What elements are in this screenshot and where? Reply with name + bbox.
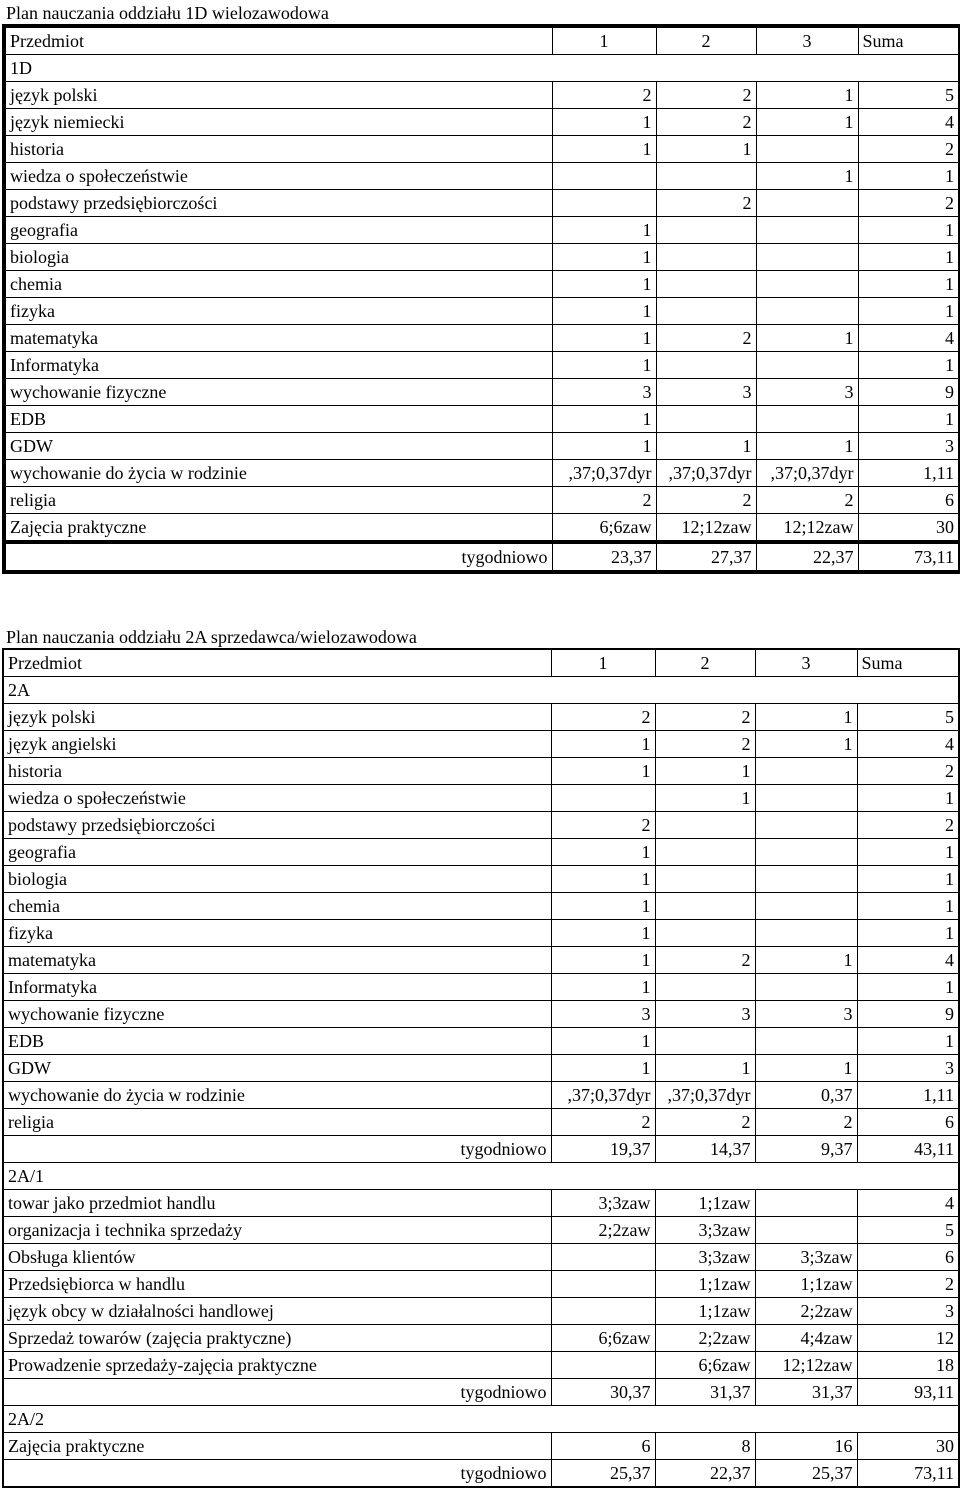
hours-sum: 5 bbox=[858, 82, 960, 109]
subject-name: Zajęcia praktyczne bbox=[3, 1433, 551, 1460]
header-subject: Przedmiot bbox=[3, 649, 551, 677]
hours-year-2 bbox=[655, 866, 755, 893]
table-row bbox=[3, 785, 959, 812]
plan-1d-table bbox=[2, 24, 960, 574]
subject-name: wiedza o społeczeństwie bbox=[4, 163, 552, 190]
plan-1d-caption: Plan nauczania oddziału 1D wielozawodowa bbox=[6, 3, 329, 23]
hours-sum: 1 bbox=[858, 271, 960, 298]
weekly-total-year-1: 19,37 bbox=[551, 1136, 655, 1163]
hours-year-2 bbox=[656, 244, 756, 271]
table-row bbox=[4, 352, 960, 379]
hours-sum: 1 bbox=[857, 893, 959, 920]
hours-year-1: 1 bbox=[551, 758, 655, 785]
weekly-total-label: tygodniowo bbox=[3, 1136, 551, 1163]
hours-sum: 5 bbox=[857, 1217, 959, 1244]
subject-name: matematyka bbox=[3, 947, 551, 974]
hours-year-2: 12;12zaw bbox=[656, 514, 756, 543]
table-row bbox=[3, 1190, 959, 1217]
table-row bbox=[3, 1217, 959, 1244]
plan-2a-caption: Plan nauczania oddziału 2A sprzedawca/wielozawodowa bbox=[6, 627, 417, 647]
hours-sum: 2 bbox=[857, 1271, 959, 1298]
hours-year-1: 2 bbox=[552, 82, 656, 109]
weekly-total-label: tygodniowo bbox=[3, 1379, 551, 1406]
hours-year-3: 3 bbox=[755, 1001, 857, 1028]
table-row bbox=[4, 433, 960, 460]
hours-year-2: ,37;0,37dyr bbox=[656, 460, 756, 487]
hours-year-1: ,37;0,37dyr bbox=[551, 1082, 655, 1109]
hours-sum: 3 bbox=[857, 1055, 959, 1082]
hours-year-1 bbox=[551, 1271, 655, 1298]
weekly-total-year-3: 31,37 bbox=[755, 1379, 857, 1406]
hours-year-3 bbox=[756, 271, 858, 298]
hours-year-3: 4;4zaw bbox=[755, 1325, 857, 1352]
table-row bbox=[3, 704, 959, 731]
hours-year-2: 2 bbox=[655, 1109, 755, 1136]
header-year-3: 3 bbox=[756, 26, 858, 55]
hours-year-1 bbox=[552, 163, 656, 190]
hours-year-3 bbox=[755, 866, 857, 893]
header-year-3: 3 bbox=[755, 649, 857, 677]
hours-year-2 bbox=[656, 298, 756, 325]
header-year-2: 2 bbox=[656, 26, 756, 55]
table-row bbox=[4, 460, 960, 487]
plan-2a-table bbox=[2, 648, 960, 1488]
hours-year-1: 1 bbox=[552, 244, 656, 271]
hours-sum: 4 bbox=[857, 947, 959, 974]
subject-name: EDB bbox=[4, 406, 552, 433]
hours-year-3: 12;12zaw bbox=[755, 1352, 857, 1379]
hours-year-2: 2 bbox=[656, 82, 756, 109]
hours-year-3 bbox=[755, 893, 857, 920]
hours-year-3 bbox=[755, 812, 857, 839]
weekly-total-year-1: 30,37 bbox=[551, 1379, 655, 1406]
hours-year-3 bbox=[756, 136, 858, 163]
hours-year-3: 1 bbox=[755, 947, 857, 974]
hours-sum: 2 bbox=[858, 190, 960, 217]
table-row bbox=[3, 1082, 959, 1109]
hours-year-2: 3 bbox=[656, 379, 756, 406]
subject-name: wiedza o społeczeństwie bbox=[3, 785, 551, 812]
hours-year-2: 2 bbox=[655, 704, 755, 731]
subject-name: fizyka bbox=[4, 298, 552, 325]
hours-year-3 bbox=[755, 785, 857, 812]
weekly-total-sum: 73,11 bbox=[858, 542, 960, 572]
hours-year-3 bbox=[755, 974, 857, 1001]
hours-year-2 bbox=[656, 271, 756, 298]
hours-sum: 1 bbox=[858, 163, 960, 190]
hours-sum: 1 bbox=[858, 406, 960, 433]
hours-year-1: 1 bbox=[552, 298, 656, 325]
table-row bbox=[3, 866, 959, 893]
hours-sum: 30 bbox=[857, 1433, 959, 1460]
subject-name: religia bbox=[4, 487, 552, 514]
hours-year-2: 1 bbox=[655, 758, 755, 785]
table-row bbox=[4, 298, 960, 325]
hours-year-1: 1 bbox=[551, 893, 655, 920]
hours-year-2 bbox=[655, 812, 755, 839]
hours-year-1: 1 bbox=[551, 1028, 655, 1055]
weekly-total-sum: 73,11 bbox=[857, 1460, 959, 1488]
subject-name: Informatyka bbox=[4, 352, 552, 379]
hours-sum: 2 bbox=[858, 136, 960, 163]
subject-name: wychowanie do życia w rodzinie bbox=[4, 460, 552, 487]
header-year-1: 1 bbox=[551, 649, 655, 677]
hours-year-3: 1 bbox=[756, 433, 858, 460]
hours-year-2 bbox=[655, 893, 755, 920]
hours-sum: 1 bbox=[857, 839, 959, 866]
weekly-total-sum: 43,11 bbox=[857, 1136, 959, 1163]
hours-year-3 bbox=[756, 298, 858, 325]
subject-name: Sprzedaż towarów (zajęcia praktyczne) bbox=[3, 1325, 551, 1352]
hours-year-1: 6;6zaw bbox=[552, 514, 656, 543]
weekly-total-year-2: 27,37 bbox=[656, 542, 756, 572]
subject-name: geografia bbox=[3, 839, 551, 866]
hours-year-1 bbox=[551, 1298, 655, 1325]
hours-year-2: 2 bbox=[656, 487, 756, 514]
subject-name: Przedsiębiorca w handlu bbox=[3, 1271, 551, 1298]
hours-sum: 1 bbox=[858, 244, 960, 271]
class-label-1d-label: 1D bbox=[4, 55, 960, 82]
hours-year-3: 1;1zaw bbox=[755, 1271, 857, 1298]
table-row bbox=[3, 1109, 959, 1136]
hours-year-1: 1 bbox=[551, 866, 655, 893]
table-row bbox=[4, 109, 960, 136]
hours-year-1: 1 bbox=[551, 920, 655, 947]
hours-year-1: 1 bbox=[552, 433, 656, 460]
table-row bbox=[3, 1055, 959, 1082]
hours-year-2 bbox=[655, 974, 755, 1001]
hours-year-1: 1 bbox=[551, 974, 655, 1001]
table-row bbox=[3, 1271, 959, 1298]
hours-year-3: 12;12zaw bbox=[756, 514, 858, 543]
weekly-total-year-2: 14,37 bbox=[655, 1136, 755, 1163]
table-row bbox=[3, 947, 959, 974]
weekly-total-year-3: 9,37 bbox=[755, 1136, 857, 1163]
table-row bbox=[4, 190, 960, 217]
table-row bbox=[4, 244, 960, 271]
hours-year-3: ,37;0,37dyr bbox=[756, 460, 858, 487]
hours-year-2: 6;6zaw bbox=[655, 1352, 755, 1379]
subject-name: GDW bbox=[3, 1055, 551, 1082]
hours-year-2: 1;1zaw bbox=[655, 1298, 755, 1325]
hours-year-3: 2 bbox=[756, 487, 858, 514]
table-row bbox=[4, 514, 960, 543]
subject-name: biologia bbox=[4, 244, 552, 271]
hours-year-3 bbox=[756, 217, 858, 244]
hours-year-3 bbox=[756, 190, 858, 217]
hours-sum: 3 bbox=[858, 433, 960, 460]
table-header-row bbox=[3, 649, 959, 677]
subject-name: podstawy przedsiębiorczości bbox=[4, 190, 552, 217]
table-row bbox=[4, 136, 960, 163]
hours-year-3: 1 bbox=[756, 82, 858, 109]
hours-year-3 bbox=[756, 406, 858, 433]
subject-name: wychowanie fizyczne bbox=[3, 1001, 551, 1028]
table-row bbox=[3, 1325, 959, 1352]
weekly-total-year-1: 23,37 bbox=[552, 542, 656, 572]
hours-year-2: 1 bbox=[656, 136, 756, 163]
hours-year-3 bbox=[755, 1028, 857, 1055]
header-year-1: 1 bbox=[552, 26, 656, 55]
subject-name: wychowanie fizyczne bbox=[4, 379, 552, 406]
subject-name: EDB bbox=[3, 1028, 551, 1055]
hours-year-3 bbox=[756, 352, 858, 379]
subject-name: Zajęcia praktyczne bbox=[4, 514, 552, 543]
hours-year-2 bbox=[655, 1028, 755, 1055]
table-row bbox=[4, 379, 960, 406]
hours-year-3: 3;3zaw bbox=[755, 1244, 857, 1271]
weekly-total-sum: 93,11 bbox=[857, 1379, 959, 1406]
subject-name: geografia bbox=[4, 217, 552, 244]
hours-sum: 6 bbox=[857, 1244, 959, 1271]
header-subject: Przedmiot bbox=[4, 26, 552, 55]
subject-name: język obcy w działalności handlowej bbox=[3, 1298, 551, 1325]
table-row bbox=[3, 893, 959, 920]
hours-year-3: 3 bbox=[756, 379, 858, 406]
hours-year-1: 2 bbox=[551, 812, 655, 839]
weekly-total-row bbox=[4, 542, 960, 572]
hours-sum: 1 bbox=[857, 920, 959, 947]
hours-year-2: 8 bbox=[655, 1433, 755, 1460]
hours-year-3: 1 bbox=[755, 1055, 857, 1082]
hours-year-1 bbox=[552, 190, 656, 217]
hours-sum: 2 bbox=[857, 758, 959, 785]
hours-sum: 18 bbox=[857, 1352, 959, 1379]
hours-year-1: 2 bbox=[552, 487, 656, 514]
weekly-total-row bbox=[3, 1136, 959, 1163]
table-row bbox=[3, 1028, 959, 1055]
subject-name: organizacja i technika sprzedaży bbox=[3, 1217, 551, 1244]
hours-year-2: 1;1zaw bbox=[655, 1190, 755, 1217]
hours-year-2 bbox=[656, 352, 756, 379]
hours-year-1: 2 bbox=[551, 1109, 655, 1136]
table-row bbox=[3, 974, 959, 1001]
table-header-row bbox=[4, 26, 960, 55]
table-row bbox=[3, 812, 959, 839]
hours-year-2: ,37;0,37dyr bbox=[655, 1082, 755, 1109]
table-row bbox=[3, 1433, 959, 1460]
table-row bbox=[3, 839, 959, 866]
hours-sum: 1 bbox=[858, 217, 960, 244]
hours-year-2 bbox=[656, 163, 756, 190]
hours-year-2: 2 bbox=[655, 947, 755, 974]
hours-year-1: 1 bbox=[552, 136, 656, 163]
hours-year-1 bbox=[551, 1244, 655, 1271]
subject-name: historia bbox=[4, 136, 552, 163]
subject-name: chemia bbox=[4, 271, 552, 298]
hours-year-1: 1 bbox=[551, 731, 655, 758]
subject-name: religia bbox=[3, 1109, 551, 1136]
hours-sum: 4 bbox=[857, 1190, 959, 1217]
hours-year-3 bbox=[755, 758, 857, 785]
hours-year-2: 2 bbox=[655, 731, 755, 758]
hours-year-1: 1 bbox=[551, 1055, 655, 1082]
hours-year-3: 1 bbox=[756, 109, 858, 136]
hours-sum: 12 bbox=[857, 1325, 959, 1352]
subject-name: wychowanie do życia w rodzinie bbox=[3, 1082, 551, 1109]
hours-year-2: 3 bbox=[655, 1001, 755, 1028]
hours-year-1: 1 bbox=[552, 217, 656, 244]
hours-year-1: 3 bbox=[551, 1001, 655, 1028]
table-row bbox=[4, 163, 960, 190]
hours-year-3 bbox=[756, 244, 858, 271]
table-row bbox=[3, 1352, 959, 1379]
hours-sum: 4 bbox=[858, 325, 960, 352]
group-label-2a2-label: 2A/2 bbox=[3, 1406, 959, 1433]
subject-name: GDW bbox=[4, 433, 552, 460]
class-label-2a bbox=[3, 677, 959, 704]
hours-year-1: 3;3zaw bbox=[551, 1190, 655, 1217]
hours-year-2 bbox=[655, 839, 755, 866]
hours-year-2 bbox=[655, 920, 755, 947]
hours-year-1: 1 bbox=[551, 839, 655, 866]
hours-year-1: 2;2zaw bbox=[551, 1217, 655, 1244]
hours-sum: 1 bbox=[857, 785, 959, 812]
subject-name: Prowadzenie sprzedaży-zajęcia praktyczne bbox=[3, 1352, 551, 1379]
subject-name: biologia bbox=[3, 866, 551, 893]
group-label-2a2 bbox=[3, 1406, 959, 1433]
class-label-2a-label: 2A bbox=[3, 677, 959, 704]
hours-year-3: 2;2zaw bbox=[755, 1298, 857, 1325]
weekly-total-row bbox=[3, 1460, 959, 1488]
hours-sum: 9 bbox=[858, 379, 960, 406]
hours-year-3 bbox=[755, 1217, 857, 1244]
hours-sum: 4 bbox=[857, 731, 959, 758]
hours-year-1: 1 bbox=[551, 947, 655, 974]
subject-name: język polski bbox=[4, 82, 552, 109]
hours-year-2: 3;3zaw bbox=[655, 1244, 755, 1271]
subject-name: Informatyka bbox=[3, 974, 551, 1001]
hours-year-2: 2 bbox=[656, 325, 756, 352]
subject-name: matematyka bbox=[4, 325, 552, 352]
hours-sum: 1 bbox=[858, 298, 960, 325]
table-row bbox=[4, 487, 960, 514]
subject-name: fizyka bbox=[3, 920, 551, 947]
subject-name: język angielski bbox=[3, 731, 551, 758]
group-label-2a1-label: 2A/1 bbox=[3, 1163, 959, 1190]
hours-year-1: ,37;0,37dyr bbox=[552, 460, 656, 487]
table-row bbox=[4, 82, 960, 109]
hours-year-2: 3;3zaw bbox=[655, 1217, 755, 1244]
hours-year-2 bbox=[656, 217, 756, 244]
weekly-total-year-2: 22,37 bbox=[655, 1460, 755, 1488]
weekly-total-label: tygodniowo bbox=[3, 1460, 551, 1488]
hours-sum: 9 bbox=[857, 1001, 959, 1028]
hours-sum: 6 bbox=[857, 1109, 959, 1136]
subject-name: historia bbox=[3, 758, 551, 785]
hours-year-2: 1;1zaw bbox=[655, 1271, 755, 1298]
hours-sum: 1 bbox=[857, 974, 959, 1001]
header-sum: Suma bbox=[858, 26, 960, 55]
weekly-total-label: tygodniowo bbox=[4, 542, 552, 572]
header-sum: Suma bbox=[857, 649, 959, 677]
hours-year-3: 0,37 bbox=[755, 1082, 857, 1109]
hours-year-2: 2;2zaw bbox=[655, 1325, 755, 1352]
hours-year-2 bbox=[656, 406, 756, 433]
subject-name: Obsługa klientów bbox=[3, 1244, 551, 1271]
weekly-total-year-2: 31,37 bbox=[655, 1379, 755, 1406]
subject-name: język niemiecki bbox=[4, 109, 552, 136]
hours-year-2: 2 bbox=[656, 190, 756, 217]
group-label-2a1 bbox=[3, 1163, 959, 1190]
hours-year-2: 1 bbox=[656, 433, 756, 460]
table-row bbox=[3, 920, 959, 947]
hours-year-3 bbox=[755, 1190, 857, 1217]
hours-year-1: 1 bbox=[552, 406, 656, 433]
hours-year-3: 1 bbox=[755, 704, 857, 731]
table-row bbox=[3, 731, 959, 758]
hours-sum: 6 bbox=[858, 487, 960, 514]
hours-year-2: 2 bbox=[656, 109, 756, 136]
subject-name: podstawy przedsiębiorczości bbox=[3, 812, 551, 839]
weekly-total-year-1: 25,37 bbox=[551, 1460, 655, 1488]
hours-sum: 1,11 bbox=[857, 1082, 959, 1109]
hours-year-1: 2 bbox=[551, 704, 655, 731]
subject-name: towar jako przedmiot handlu bbox=[3, 1190, 551, 1217]
hours-year-3: 1 bbox=[756, 163, 858, 190]
hours-sum: 1 bbox=[857, 1028, 959, 1055]
hours-sum: 1 bbox=[858, 352, 960, 379]
hours-sum: 4 bbox=[858, 109, 960, 136]
hours-year-3 bbox=[755, 920, 857, 947]
hours-year-1: 3 bbox=[552, 379, 656, 406]
table-row bbox=[4, 217, 960, 244]
hours-year-3: 1 bbox=[755, 731, 857, 758]
table-row bbox=[4, 325, 960, 352]
hours-year-1: 6;6zaw bbox=[551, 1325, 655, 1352]
hours-sum: 5 bbox=[857, 704, 959, 731]
hours-year-1: 1 bbox=[552, 352, 656, 379]
header-year-2: 2 bbox=[655, 649, 755, 677]
hours-year-1 bbox=[551, 785, 655, 812]
hours-year-1 bbox=[551, 1352, 655, 1379]
subject-name: język polski bbox=[3, 704, 551, 731]
hours-year-1: 6 bbox=[551, 1433, 655, 1460]
hours-year-1: 1 bbox=[552, 109, 656, 136]
class-label-1d bbox=[4, 55, 960, 82]
table-row bbox=[4, 406, 960, 433]
hours-sum: 1,11 bbox=[858, 460, 960, 487]
hours-year-2: 1 bbox=[655, 1055, 755, 1082]
table-row bbox=[3, 1244, 959, 1271]
hours-year-3 bbox=[755, 839, 857, 866]
weekly-total-row bbox=[3, 1379, 959, 1406]
table-row bbox=[3, 758, 959, 785]
table-row bbox=[4, 271, 960, 298]
hours-year-1: 1 bbox=[552, 271, 656, 298]
hours-sum: 2 bbox=[857, 812, 959, 839]
weekly-total-year-3: 22,37 bbox=[756, 542, 858, 572]
hours-year-3: 1 bbox=[756, 325, 858, 352]
hours-year-1: 1 bbox=[552, 325, 656, 352]
hours-year-3: 16 bbox=[755, 1433, 857, 1460]
hours-sum: 30 bbox=[858, 514, 960, 543]
hours-sum: 1 bbox=[857, 866, 959, 893]
hours-year-3: 2 bbox=[755, 1109, 857, 1136]
hours-year-2: 1 bbox=[655, 785, 755, 812]
table-row bbox=[3, 1298, 959, 1325]
table-row bbox=[3, 1001, 959, 1028]
hours-sum: 3 bbox=[857, 1298, 959, 1325]
weekly-total-year-3: 25,37 bbox=[755, 1460, 857, 1488]
subject-name: chemia bbox=[3, 893, 551, 920]
